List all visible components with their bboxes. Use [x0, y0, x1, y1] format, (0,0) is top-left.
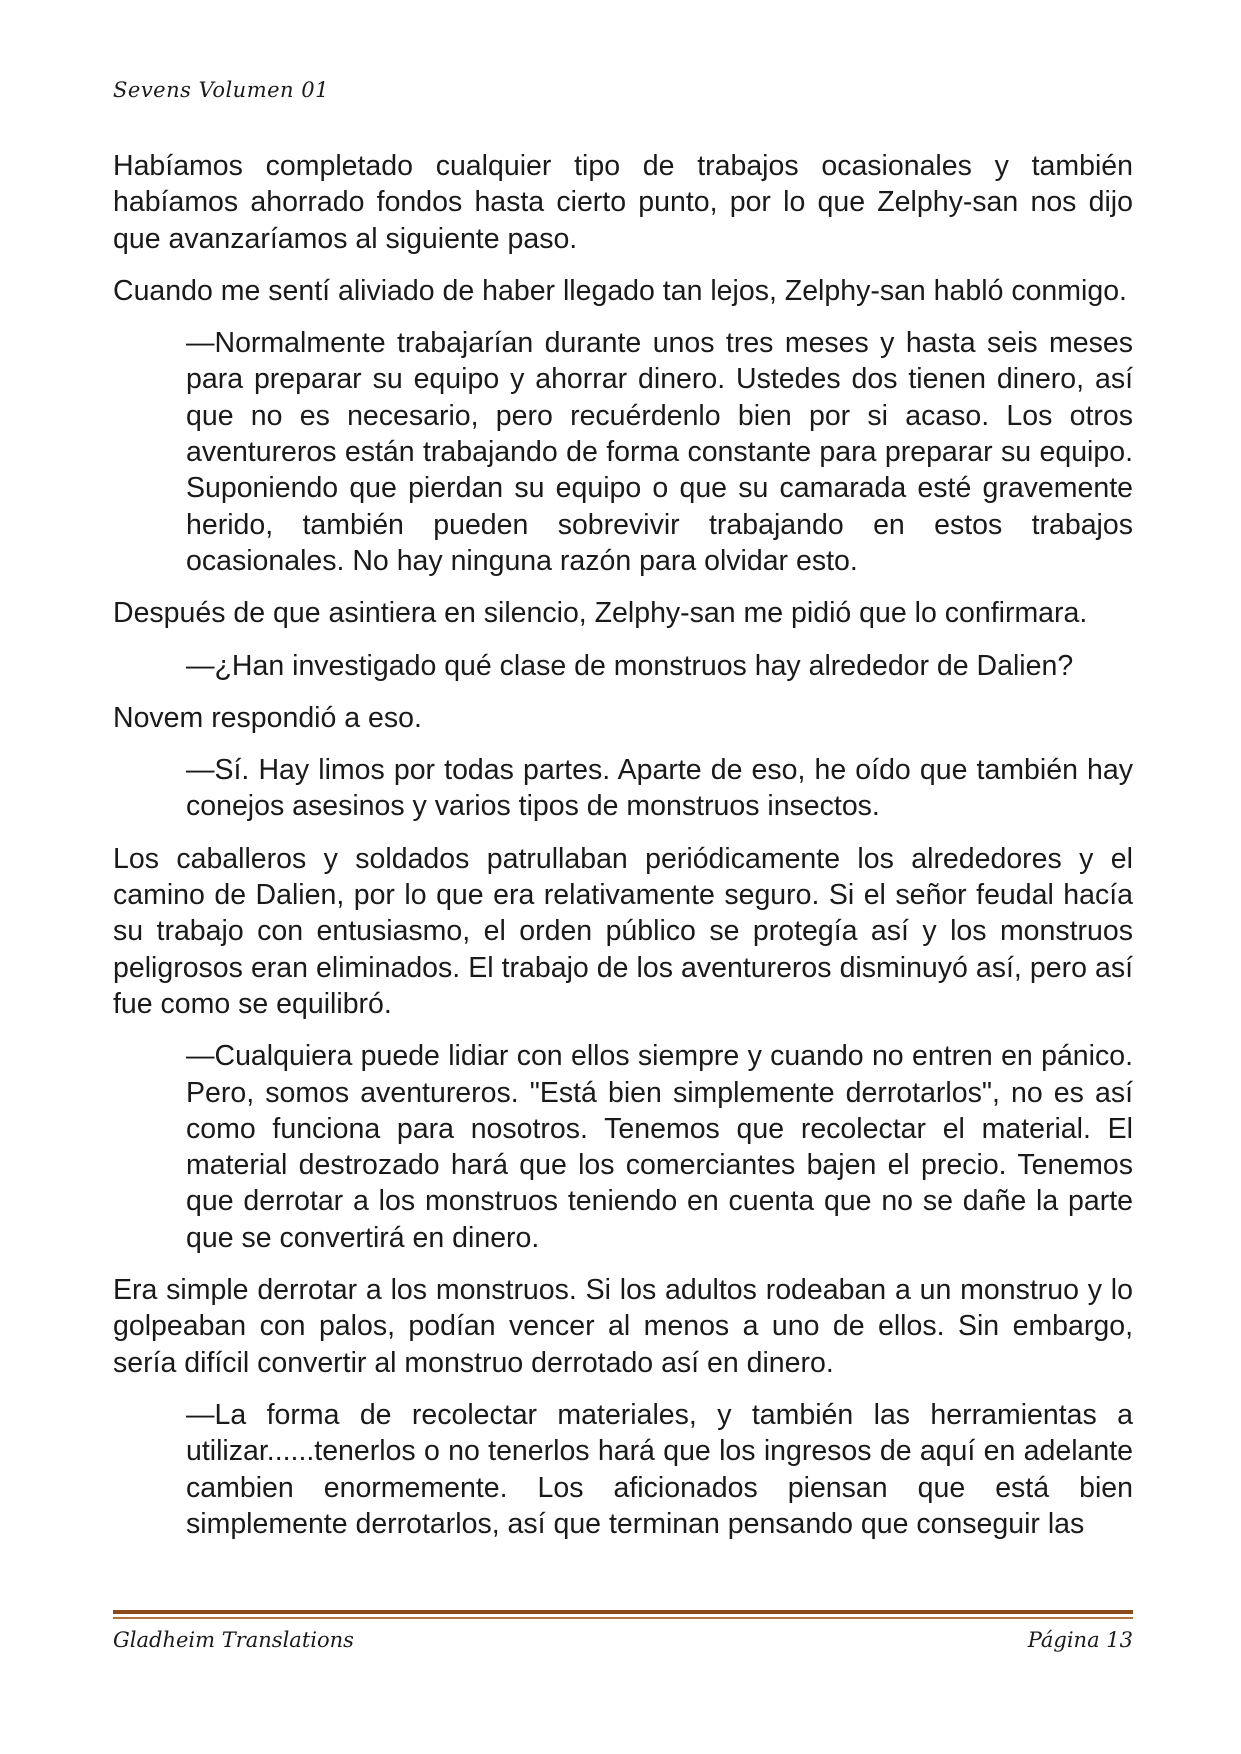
footer-publisher: Gladheim Translations: [113, 1628, 354, 1652]
paragraph: Novem respondió a eso.: [113, 701, 422, 734]
footer-divider-thin: [113, 1617, 1133, 1619]
paragraph: Los caballeros y soldados patrullaban periódicamente los alrededores y el camino de Dalien, por lo que era relativamente seguro. Si el señor feudal hacía su trabajo con entusiasmo, el orden público se protegía así y los monstruos peligrosos eran eliminados. El trabajo de los aventureros disminuyó así, pero así fue como se equilibró.: [113, 842, 1133, 1020]
running-header: Sevens Volumen 01: [113, 78, 329, 102]
dialogue-quote: —La forma de recolectar materiales, y también las herramientas a utilizar......tenerlos o no tenerlos hará que los ingresos de aquí en adelante cambien enormemente. Los aficionados piensan que está bien simplemente derrotarlos, así que terminan pensando que conseguir las: [186, 1398, 1133, 1540]
dialogue-quote: —Sí. Hay limos por todas partes. Aparte de eso, he oído que también hay conejos asesinos y varios tipos de monstruos insectos.: [186, 754, 1133, 823]
page-number: Página 13: [1027, 1628, 1133, 1652]
body-text: [113, 148, 1133, 1558]
paragraph: Era simple derrotar a los monstruos. Si los adultos rodeaban a un monstruo y lo golpeaban con palos, podían vencer al menos a uno de ellos. Sin embargo, sería difícil convertir al monstruo derrotado así en dinero.: [113, 1274, 1133, 1379]
dialogue-quote: —Cualquiera puede lidiar con ellos siempre y cuando no entren en pánico. Pero, somos aventureros. "Está bien simplemente derrotarlos", no es así como funciona para nosotros. Tenemos que recolectar el material. El material destrozado hará que los comerciantes bajen el precio. Tenemos que derrotar a los monstruos teniendo en cuenta que no se dañe la parte que se convertirá en dinero.: [186, 1040, 1133, 1254]
dialogue-quote: —¿Han investigado qué clase de monstruos hay alrededor de Dalien?: [186, 649, 1074, 682]
paragraph: Después de que asintiera en silencio, Zelphy-san me pidió que lo confirmara.: [113, 597, 1088, 630]
paragraph: Cuando me sentí aliviado de haber llegado tan lejos, Zelphy-san habló conmigo.: [113, 274, 1127, 307]
paragraph: Habíamos completado cualquier tipo de trabajos ocasionales y también habíamos ahorrado fondos hasta cierto punto, por lo que Zelphy-san nos dijo que avanzaríamos al siguiente paso.: [113, 150, 1133, 255]
footer-divider: [113, 1610, 1133, 1614]
dialogue-quote: —Normalmente trabajarían durante unos tres meses y hasta seis meses para preparar su equipo y ahorrar dinero. Ustedes dos tienen dinero, así que no es necesario, pero recuérdenlo bien por si acaso. Los otros aventureros están trabajando de forma constante para preparar su equipo. Suponiendo que pierdan su equipo o que su camarada esté gravemente herido, también pueden sobrevivir trabajando en estos trabajos ocasionales. No hay ninguna razón para olvidar esto.: [186, 327, 1133, 577]
